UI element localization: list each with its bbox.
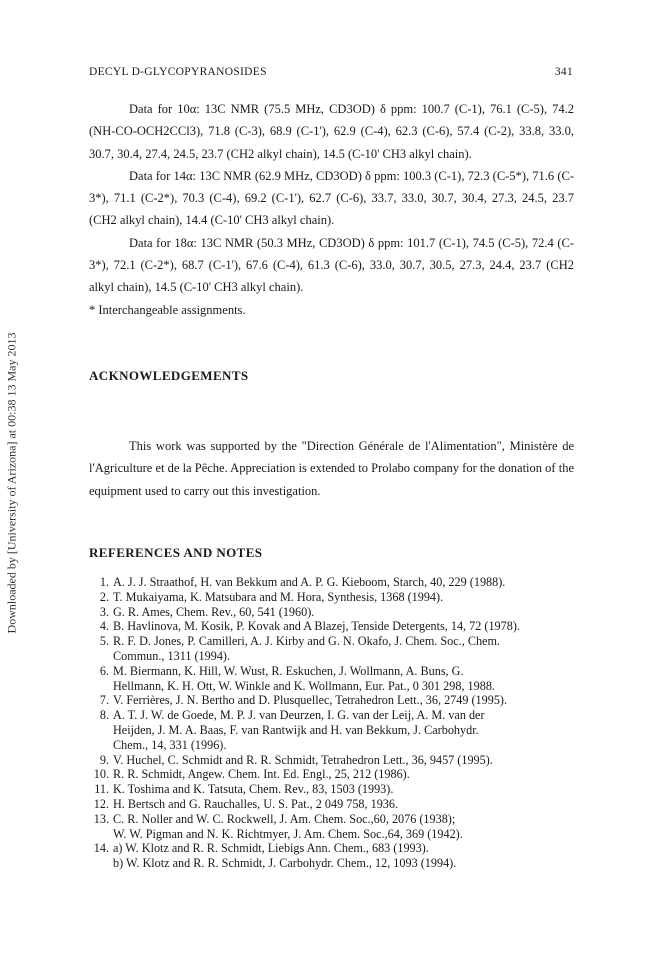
reference-line: Hellmann, K. H. Ott, W. Winkle and K. Wollmann, Eur. Pat., 0 301 298, 1988. (113, 678, 495, 693)
reference-item (92, 590, 592, 605)
reference-number: 2. (99, 589, 109, 604)
reference-item (92, 841, 592, 871)
reference-number: 12. (93, 796, 109, 811)
reference-line: A. T. J. W. de Goede, M. P. J. van Deurzen, I. G. van der Leij, A. M. van der (113, 708, 485, 723)
reference-item (92, 575, 592, 590)
reference-line: B. Havlinova, M. Kosik, P. Kovak and A Blazej, Tenside Detergents, 14, 72 (1978). (113, 619, 520, 634)
reference-line: W. W. Pigman and N. K. Richtmyer, J. Am. Chem. Soc.,64, 369 (1942). (113, 826, 463, 841)
reference-line: M. Biermann, K. Hill, W. Wust, R. Eskuchen, J. Wollmann, A. Buns, G. (113, 663, 464, 678)
reference-number: 9. (99, 752, 109, 767)
references-heading: REFERENCES AND NOTES (89, 545, 263, 560)
reference-line: V. Ferrières, J. N. Bertho and D. Plusquellec, Tetrahedron Lett., 36, 2749 (1995). (113, 693, 508, 708)
nmr-paragraph-14a: Data for 14α: 13C NMR (62.9 MHz, CD3OD) δ ppm: 100.3 (C-1), 72.3 (C-5*), 71.6 (C-3*), 71.1 (C-2*), 70.3 (C-4), 69.2 (C-1'), 62.7 (C-6), 33.7, 33.0, 30.7, 30.4, 27.3, 24.5, 23.7 (CH2 alkyl chain), 14.4 (C-10' CH3 alkyl chain). (89, 168, 574, 228)
reference-line: Commun., 1311 (1994). (113, 648, 231, 663)
reference-number: 1. (99, 575, 109, 589)
reference-list (92, 575, 592, 871)
running-title: DECYL D-GLYCOPYRANOSIDES (89, 66, 267, 78)
reference-item (92, 812, 592, 842)
interchangeable-footnote: * Interchangeable assignments. (89, 302, 246, 317)
reference-item (92, 619, 592, 634)
reference-line: a) W. Klotz and R. R. Schmidt, Liebigs Ann. Chem., 683 (1993). (113, 841, 429, 856)
acknowledgements-heading: ACKNOWLEDGEMENTS (89, 368, 249, 383)
nmr-paragraph-10a: Data for 10α: 13C NMR (75.5 MHz, CD3OD) δ ppm: 100.7 (C-1), 76.1 (C-5), 74.2 (NH-CO-OCH2CCl3), 71.8 (C-3), 68.9 (C-1'), 62.9 (C-4), 62.3 (C-6), 57.4 (C-2), 33.8, 33.0, 30.7, 30.4, 27.4, 24.5, 23.7 (CH2 alkyl chain), 14.5 (C-10' CH3 alkyl chain). (89, 102, 574, 161)
reference-number: 4. (99, 619, 109, 634)
reference-line: K. Toshima and K. Tatsuta, Chem. Rev., 83, 1503 (1993). (113, 782, 394, 797)
reference-line: b) W. Klotz and R. R. Schmidt, J. Carbohydr. Chem., 12, 1093 (1994). (113, 856, 457, 871)
page-number: 341 (554, 66, 573, 78)
reference-item (92, 708, 592, 752)
reference-number: 11. (94, 782, 109, 797)
reference-line: V. Huchel, C. Schmidt and R. R. Schmidt, Tetrahedron Lett., 36, 9457 (1995). (113, 752, 493, 767)
reference-item (92, 693, 592, 708)
reference-number: 5. (99, 634, 109, 649)
reference-number: 6. (99, 663, 109, 678)
reference-line: Chem., 14, 331 (1996). (113, 737, 227, 752)
reference-line: A. J. J. Straathof, H. van Bekkum and A. P. G. Kieboom, Starch, 40, 229 (1988). (113, 575, 506, 589)
reference-line: R. R. Schmidt, Angew. Chem. Int. Ed. Engl., 25, 212 (1986). (113, 767, 410, 782)
reference-number: 7. (99, 693, 109, 708)
reference-line: H. Bertsch and G. Rauchalles, U. S. Pat., 2 049 758, 1936. (113, 796, 399, 811)
reference-item (92, 782, 592, 797)
reference-item (92, 634, 592, 664)
reference-item (92, 605, 592, 620)
reference-line: Heijden, J. M. A. Baas, F. van Rantwijk and H. van Bekkum, J. Carbohydr. (113, 722, 479, 737)
reference-item (92, 797, 592, 812)
reference-item (92, 767, 592, 782)
download-watermark-text: Downloaded by [University of Arizona] at 00:38 13 May 2013 (4, 332, 19, 634)
reference-line: C. R. Noller and W. C. Rockwell, J. Am. Chem. Soc.,60, 2076 (1938); (113, 811, 456, 826)
acknowledgements-text: This work was supported by the "Direction Générale de l'Alimentation", Ministère de l'Agriculture et de la Pêche. Appreciation is extended to Prolabo company for the donation of the equipment used to carry out this investigation. (89, 439, 574, 498)
reference-line: G. R. Ames, Chem. Rev., 60, 541 (1960). (113, 604, 315, 619)
reference-number: 10. (93, 767, 109, 782)
acknowledgements-body (89, 435, 574, 502)
reference-number: 3. (99, 604, 109, 619)
reference-number: 8. (99, 708, 109, 723)
reference-number: 14. (93, 841, 109, 856)
reference-number: 13. (93, 811, 109, 826)
download-watermark (2, 318, 22, 648)
reference-item (92, 753, 592, 768)
reference-line: T. Mukaiyama, K. Matsubara and M. Hora, Synthesis, 1368 (1994). (113, 589, 444, 604)
nmr-paragraph-18a: Data for 18α: 13C NMR (50.3 MHz, CD3OD) δ ppm: 101.7 (C-1), 74.5 (C-5), 72.4 (C-3*), 72.1 (C-2*), 68.7 (C-1'), 67.6 (C-4), 61.3 (C-6), 33.0, 30.7, 30.5, 27.3, 24.4, 23.7 (CH2 alkyl chain), 14.5 (C-10' CH3 alkyl chain). (89, 235, 574, 295)
reference-line: R. F. D. Jones, P. Camilleri, A. J. Kirby and G. N. Okafo, J. Chem. Soc., Chem. (113, 634, 500, 649)
reference-item (92, 664, 592, 694)
nmr-data-section (89, 98, 574, 321)
